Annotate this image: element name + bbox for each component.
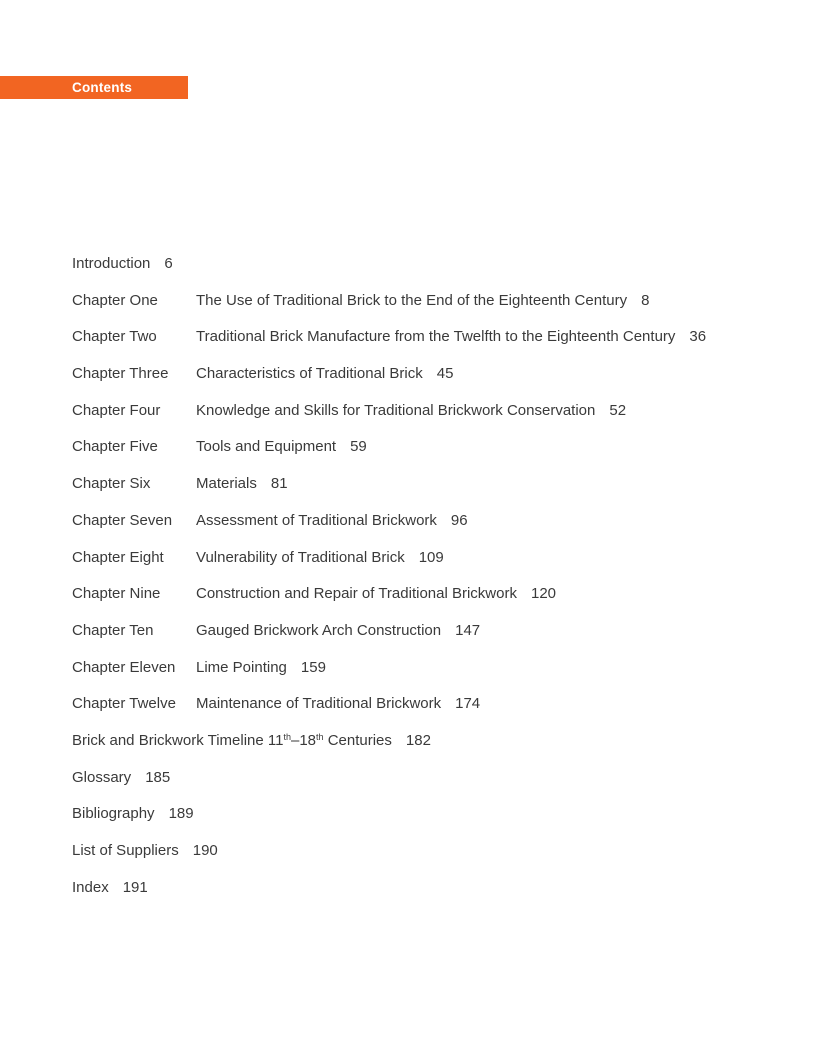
toc-entry-page: 6	[164, 255, 173, 272]
chapter-page: 8	[641, 291, 650, 309]
chapter-page: 159	[300, 658, 326, 676]
timeline-text-suffix: Centuries	[323, 731, 392, 749]
chapter-page: 52	[609, 401, 627, 419]
chapter-title: Materials	[196, 475, 257, 493]
timeline-text-mid: –18	[290, 731, 317, 749]
chapter-page: 96	[450, 511, 468, 529]
toc-entry-chapter-one[interactable]	[72, 291, 792, 328]
toc-entry-introduction[interactable]	[72, 254, 792, 291]
toc-entry-chapter-two[interactable]	[72, 327, 792, 364]
toc-entry-chapter-seven[interactable]	[72, 511, 792, 548]
chapter-page: 36	[689, 328, 707, 346]
chapter-label: Chapter Ten	[72, 621, 154, 639]
chapter-label: Chapter Four	[72, 401, 161, 419]
chapter-label: Chapter Two	[72, 328, 157, 346]
toc-entry-label: Index	[72, 878, 109, 896]
toc-entry-chapter-five[interactable]	[72, 437, 792, 474]
toc-entry-index[interactable]	[72, 878, 792, 915]
chapter-label: Chapter Five	[72, 438, 158, 456]
toc-entry-label: List of Suppliers	[72, 842, 179, 859]
chapter-page: 45	[436, 365, 454, 383]
toc-entry-chapter-three[interactable]	[72, 364, 792, 401]
toc-entry-chapter-nine[interactable]	[72, 584, 792, 621]
toc-entry-chapter-eight[interactable]	[72, 548, 792, 585]
timeline-superscript-end: th	[316, 731, 324, 742]
chapter-label: Chapter Eight	[72, 548, 164, 566]
toc-entry-label: Introduction	[72, 255, 151, 272]
toc-entry-page: 182	[405, 731, 431, 749]
chapter-page: 120	[530, 585, 557, 603]
chapter-label: Chapter Twelve	[72, 695, 176, 713]
toc-entry-suppliers[interactable]	[72, 841, 792, 878]
toc-entry-page: 191	[122, 878, 148, 896]
chapter-page: 59	[350, 438, 367, 456]
toc-entry-page: 190	[192, 842, 218, 859]
chapter-page: 147	[455, 621, 481, 639]
chapter-label: Chapter Eleven	[72, 658, 176, 676]
contents-header-bar	[0, 76, 188, 99]
chapter-page: 174	[455, 695, 481, 713]
chapter-page: 109	[418, 548, 444, 566]
chapter-title: Tools and Equipment	[196, 438, 337, 456]
toc-entry-chapter-four[interactable]	[72, 401, 792, 438]
timeline-text-prefix: Brick and Brickwork Timeline 11	[72, 731, 284, 749]
toc-entry-glossary[interactable]	[72, 768, 792, 805]
toc-entry-chapter-eleven[interactable]	[72, 658, 792, 695]
chapter-title: The Use of Traditional Brick to the End of the Eighteenth Century	[196, 291, 628, 309]
toc-entry-label: Bibliography	[72, 805, 155, 823]
chapter-title: Construction and Repair of Traditional Brickwork	[196, 585, 517, 603]
chapter-label: Chapter One	[72, 291, 158, 309]
chapter-title: Gauged Brickwork Arch Construction	[196, 621, 442, 639]
toc-entry-chapter-ten[interactable]	[72, 621, 792, 658]
chapter-title: Traditional Brick Manufacture from the Twelfth to the Eighteenth Century	[196, 328, 676, 346]
toc-entry-label: Glossary	[72, 768, 132, 786]
chapter-title: Lime Pointing	[196, 658, 287, 676]
toc-entry-label	[72, 731, 392, 751]
chapter-label: Chapter Six	[72, 475, 151, 493]
toc-entry-chapter-six[interactable]	[72, 474, 792, 511]
chapter-title: Characteristics of Traditional Brick	[196, 365, 423, 383]
page-title: Contents	[72, 80, 133, 95]
toc-entry-timeline[interactable]	[72, 731, 792, 768]
chapter-title: Assessment of Traditional Brickwork	[196, 511, 437, 529]
chapter-label: Chapter Nine	[72, 585, 161, 603]
chapter-label: Chapter Seven	[72, 511, 173, 529]
toc-entry-page: 185	[145, 768, 171, 786]
chapter-title: Knowledge and Skills for Traditional Brickwork Conservation	[196, 401, 596, 419]
toc-entry-chapter-twelve[interactable]	[72, 694, 792, 731]
toc-entry-page: 189	[168, 805, 194, 823]
timeline-superscript-start: th	[283, 731, 291, 742]
toc-entry-bibliography[interactable]	[72, 804, 792, 841]
chapter-title: Vulnerability of Traditional Brick	[196, 548, 405, 566]
chapter-page: 81	[270, 475, 288, 493]
chapter-label: Chapter Three	[72, 365, 169, 383]
chapter-title: Maintenance of Traditional Brickwork	[196, 695, 442, 713]
table-of-contents	[72, 254, 792, 914]
